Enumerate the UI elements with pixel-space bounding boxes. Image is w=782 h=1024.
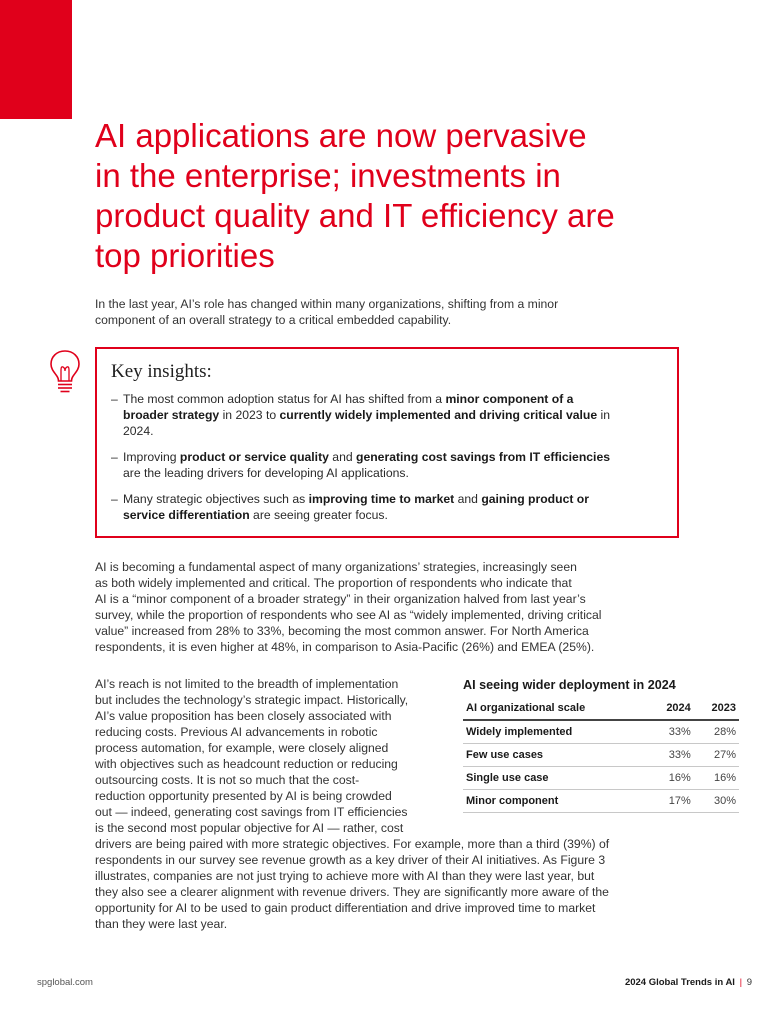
text-line: are the leading drivers for developing AI applications. — [123, 466, 409, 480]
text-line: respondents, it is even higher at 48%, in comparison to Asia-Pacific (26%) and EMEA (25%). — [95, 640, 595, 654]
table-row — [463, 744, 739, 767]
table-cell: 17% — [649, 790, 694, 813]
text-line: than they were last year. — [95, 917, 228, 931]
text-line: but includes the technology’s strategic impact. Historically, — [95, 693, 409, 707]
table-title: AI seeing wider deployment in 2024 — [463, 678, 676, 692]
row-label: Single use case — [463, 767, 649, 790]
footer-report-title: 2024 Global Trends in AI — [624, 977, 735, 988]
body-paragraph — [95, 559, 695, 655]
text-line: drivers are being paired with more strategic objectives. For example, more than a third (39%) of — [95, 837, 610, 851]
text-line: 2024. — [123, 424, 154, 438]
text-line: Improving product or service quality and generating cost savings from IT efficiencies — [123, 450, 610, 464]
column-header: 2024 — [649, 698, 694, 720]
text-line: AI’s value proposition has been closely associated with — [95, 709, 392, 723]
text-line: Many strategic objectives such as improving time to market and gaining product or — [123, 492, 589, 506]
key-insights-box — [95, 347, 679, 538]
dash-bullet: – — [111, 450, 118, 464]
text-line: value” increased from 28% to 33%, becoming the most common answer. For North America — [95, 624, 589, 638]
insight-item — [111, 449, 663, 481]
table-cell: 33% — [649, 720, 694, 744]
text-line: is the second most popular objective for AI — rather, cost — [95, 821, 404, 835]
key-insights-title: Key insights: — [111, 361, 212, 382]
text-line: component of an overall strategy to a critical embedded capability. — [95, 313, 452, 327]
footer-site-link[interactable]: spglobal.com — [37, 977, 93, 988]
deployment-table-panel — [463, 677, 739, 813]
row-label: Widely implemented — [463, 720, 649, 744]
title-line: AI applications are now pervasive — [95, 117, 587, 154]
text-line: reduction opportunity presented by AI is being crowded — [95, 789, 392, 803]
row-label: Minor component — [463, 790, 649, 813]
text-line: The most common adoption status for AI has shifted from a minor component of a — [123, 392, 574, 406]
table-cell: 33% — [649, 744, 694, 767]
insight-item — [111, 491, 663, 523]
insight-item — [111, 391, 663, 439]
column-header: 2023 — [694, 698, 739, 720]
text-line: outsourcing costs. It is not so much that the cost- — [95, 773, 360, 787]
intro-paragraph — [95, 296, 695, 328]
table-row — [463, 720, 739, 744]
text-line: AI is becoming a fundamental aspect of many organizations’ strategies, increasingly seen — [95, 560, 577, 574]
page-title — [95, 116, 715, 276]
text-line: broader strategy in 2023 to currently widely implemented and driving critical value in — [123, 408, 611, 422]
column-header: AI organizational scale — [463, 698, 649, 720]
table-cell: 16% — [694, 767, 739, 790]
table-cell: 28% — [694, 720, 739, 744]
text-line: survey, while the proportion of respondents who see AI as “widely implemented, driving critical — [95, 608, 602, 622]
red-accent-block — [0, 0, 72, 119]
footer-page-info — [625, 977, 752, 988]
table-header-row — [463, 698, 739, 720]
text-line: out — indeed, generating cost savings from IT efficiencies — [95, 805, 408, 819]
text-line: they also see a clearer alignment with revenue drivers. They are significantly more aware of the — [95, 885, 609, 899]
text-line: AI’s reach is not limited to the breadth of implementation — [95, 677, 399, 691]
footer-separator: | — [739, 977, 743, 988]
key-insights-list — [111, 391, 663, 523]
deployment-table — [463, 698, 739, 813]
title-line: product quality and IT efficiency are — [95, 197, 615, 234]
text-line: as both widely implemented and critical. The proportion of respondents who indicate that — [95, 576, 572, 590]
text-line: with objectives such as headcount reduction or reducing — [95, 757, 398, 771]
text-line: reducing costs. Previous AI advancements in robotic — [95, 725, 378, 739]
text-line: respondents in our survey see revenue growth as a key driver of their AI initiatives. As Figure 3 — [95, 853, 606, 867]
table-cell: 30% — [694, 790, 739, 813]
table-cell: 27% — [694, 744, 739, 767]
text-line: process automation, for example, were closely aligned — [95, 741, 389, 755]
dash-bullet: – — [111, 492, 118, 506]
text-line: illustrates, companies are not just trying to achieve more with AI than they were last year, but — [95, 869, 595, 883]
text-line: In the last year, AI’s role has changed within many organizations, shifting from a minor — [95, 297, 559, 311]
title-line: in the enterprise; investments in — [95, 157, 561, 194]
table-row — [463, 767, 739, 790]
page-number: 9 — [746, 977, 752, 988]
text-line: opportunity for AI to be used to gain product differentiation and drive improved time to market — [95, 901, 596, 915]
title-line: top priorities — [95, 237, 275, 274]
lightbulb-icon — [48, 348, 82, 394]
text-line: service differentiation are seeing greater focus. — [123, 508, 388, 522]
text-line: AI is a “minor component of a broader strategy” in their organization halved from last year’s — [95, 592, 586, 606]
table-row — [463, 790, 739, 813]
table-cell: 16% — [649, 767, 694, 790]
dash-bullet: – — [111, 392, 118, 406]
row-label: Few use cases — [463, 744, 649, 767]
